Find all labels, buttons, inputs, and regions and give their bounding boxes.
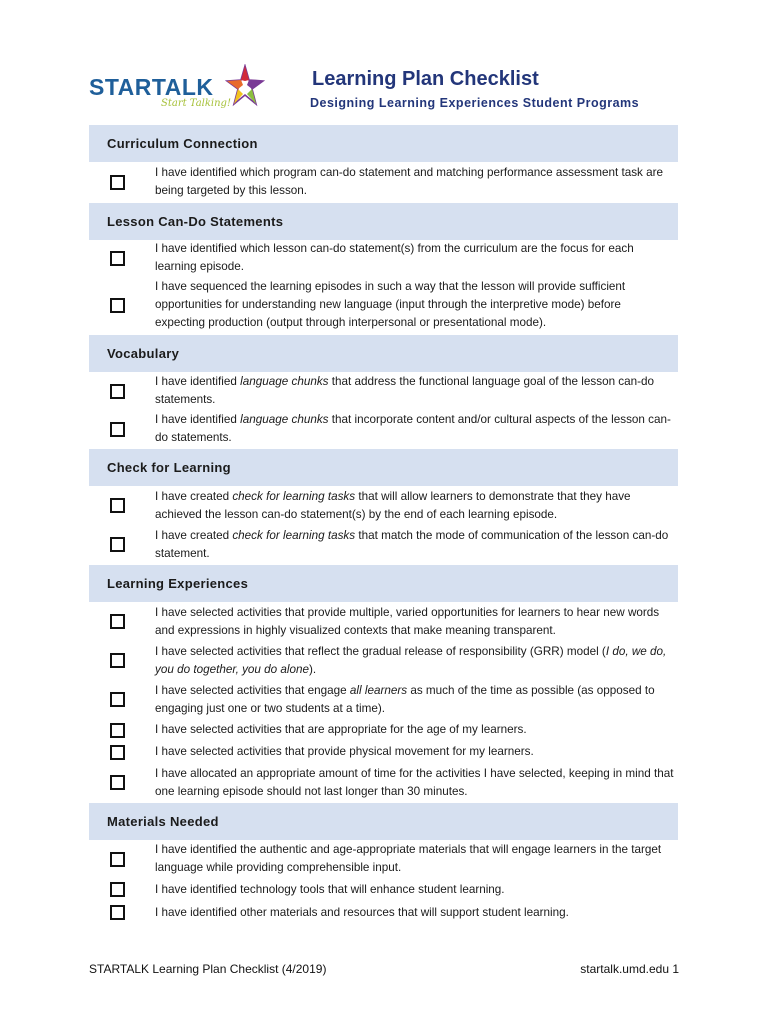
checkbox-cell (89, 537, 155, 552)
checklist-item-text (155, 240, 678, 276)
checkbox[interactable] (110, 498, 125, 513)
checkbox[interactable] (110, 723, 125, 738)
checkbox[interactable] (110, 775, 125, 790)
checklist-item-text (155, 411, 678, 447)
checkbox-cell (89, 882, 155, 897)
section-header: Lesson Can-Do Statements (89, 202, 678, 240)
item-text-segment: that incorporate content and/or cultural aspects of the lesson can-do statements. (155, 413, 671, 444)
item-text-segment: I have created (155, 528, 233, 542)
checklist-item-text (155, 721, 678, 739)
checkbox-cell (89, 653, 155, 668)
italic-term: check for learning tasks (232, 528, 356, 542)
item-text-segment: I have allocated an appropriate amount of time for the activities I have selected, keeping in mind that one learning episode should not last longer than 30 minutes. (155, 766, 674, 798)
checklist-item-text (155, 841, 678, 877)
item-text-segment: I have selected activities that provide physical movement for my learners. (155, 745, 534, 758)
checkbox[interactable] (110, 692, 125, 707)
checklist-item (89, 741, 678, 763)
checklist-item (89, 276, 678, 334)
checklist (89, 124, 678, 924)
checklist-item-text (155, 743, 678, 761)
item-text-segment: I have identified (155, 375, 241, 388)
checkbox[interactable] (110, 384, 125, 399)
item-text-segment: I have selected activities that provide multiple, varied opportunities for learners to hear new words and expressions in highly visualized contexts that make meaning transparent. (155, 605, 660, 637)
checkbox-cell (89, 905, 155, 920)
footer-site-and-page: startalk.umd.edu 1 (580, 962, 679, 976)
checkbox[interactable] (110, 905, 125, 920)
section-header: Vocabulary (89, 334, 678, 372)
checkbox-cell (89, 498, 155, 513)
checklist-item (89, 162, 678, 202)
checkbox-cell (89, 384, 155, 399)
checklist-item (89, 602, 678, 641)
checkbox-cell (89, 852, 155, 867)
logo-tagline: Start Talking! (161, 98, 231, 109)
checklist-item (89, 840, 678, 878)
checklist-item-text (155, 164, 678, 200)
section-header: Materials Needed (89, 802, 678, 840)
checkbox-cell (89, 692, 155, 707)
item-text-segment: that will allow learners to demonstrate that they have achieved the lesson can-do statement(s) by the end of each learning episode. (155, 489, 631, 521)
checklist-item (89, 486, 678, 525)
startalk-logo (89, 62, 261, 122)
checkbox[interactable] (110, 745, 125, 760)
checkbox[interactable] (110, 251, 125, 266)
checkbox-cell (89, 614, 155, 629)
checkbox[interactable] (110, 852, 125, 867)
item-text-segment: I have identified (155, 413, 241, 426)
item-text-segment: I have sequenced the learning episodes in such a way that the lesson will provide sufficient opportunities for understanding new language (input through the interpretive mode) before expecting production (output through interpersonal or presentational mode). (155, 280, 626, 329)
checkbox[interactable] (110, 653, 125, 668)
checkbox-cell (89, 745, 155, 760)
document-subtitle: Designing Learning Experiences Student Programs (310, 96, 640, 110)
item-text-segment: I have selected activities that reflect the gradual release of responsibility (GRR) model ( (155, 644, 606, 658)
checklist-item (89, 410, 678, 448)
item-text-segment: that match the mode of communication of the lesson can-do statement. (155, 528, 669, 560)
item-text-segment: that address the functional language goal of the lesson can-do statements. (155, 375, 655, 406)
footer-document-label: STARTALK Learning Plan Checklist (4/2019) (89, 962, 327, 976)
italic-term: all learners (349, 683, 408, 697)
checklist-item-text (155, 604, 678, 640)
checklist-item-text (155, 527, 678, 563)
item-text-segment: I have identified which program can-do statement and matching performance assessment task are being targeted by this lesson. (155, 166, 664, 197)
checklist-item (89, 901, 678, 924)
checklist-item (89, 763, 678, 802)
item-text-segment: I have selected activities that engage (155, 683, 350, 697)
section-header: Check for Learning (89, 448, 678, 486)
item-text-segment: I have selected activities that are appropriate for the age of my learners. (155, 723, 527, 736)
checkbox[interactable] (110, 614, 125, 629)
item-text-segment: I have identified which lesson can-do statement(s) from the curriculum are the focus for each learning episode. (155, 242, 634, 273)
checkbox[interactable] (110, 175, 125, 190)
checklist-item (89, 719, 678, 741)
checkbox-cell (89, 775, 155, 790)
checklist-item (89, 878, 678, 901)
section-header: Curriculum Connection (89, 124, 678, 162)
item-text-segment: I have identified other materials and resources that will support student learning. (155, 905, 569, 919)
checklist-item-text (155, 373, 678, 409)
italic-term: I do, we do, you do together, you do alone (155, 644, 667, 676)
checklist-item (89, 641, 678, 680)
checklist-item (89, 680, 678, 719)
checkbox-cell (89, 251, 155, 266)
italic-term: language chunks (240, 375, 329, 388)
checkbox-cell (89, 723, 155, 738)
document-title: Learning Plan Checklist (312, 68, 539, 90)
checklist-item-text (155, 643, 678, 679)
checklist-item (89, 240, 678, 276)
checklist-item-text (155, 904, 678, 922)
checkbox[interactable] (110, 882, 125, 897)
checkbox-cell (89, 422, 155, 437)
checkbox[interactable] (110, 537, 125, 552)
checklist-item (89, 372, 678, 410)
item-text-segment: ). (309, 662, 317, 676)
checkbox[interactable] (110, 298, 125, 313)
checkbox-cell (89, 298, 155, 313)
italic-term: check for learning tasks (232, 489, 356, 503)
checklist-item-text (155, 682, 678, 718)
item-text-segment: I have identified technology tools that will enhance student learning. (155, 882, 505, 896)
checkbox-cell (89, 175, 155, 190)
item-text-segment: I have identified the authentic and age-appropriate materials that will engage learners in the target language while providing comprehensible input. (155, 843, 662, 874)
checklist-item (89, 525, 678, 564)
item-text-segment: I have created (155, 489, 233, 503)
italic-term: language chunks (240, 413, 329, 426)
checklist-item-text (155, 765, 678, 801)
logo-brand-text: STARTALK (89, 74, 214, 100)
star-logo-icon (225, 64, 265, 108)
checklist-item-text (155, 881, 678, 899)
checklist-item-text (155, 278, 678, 332)
checklist-item-text (155, 488, 678, 524)
item-text-segment: as much of the time as possible (as opposed to engaging just one or two students at a time). (155, 683, 655, 715)
checkbox[interactable] (110, 422, 125, 437)
section-header: Learning Experiences (89, 564, 678, 602)
